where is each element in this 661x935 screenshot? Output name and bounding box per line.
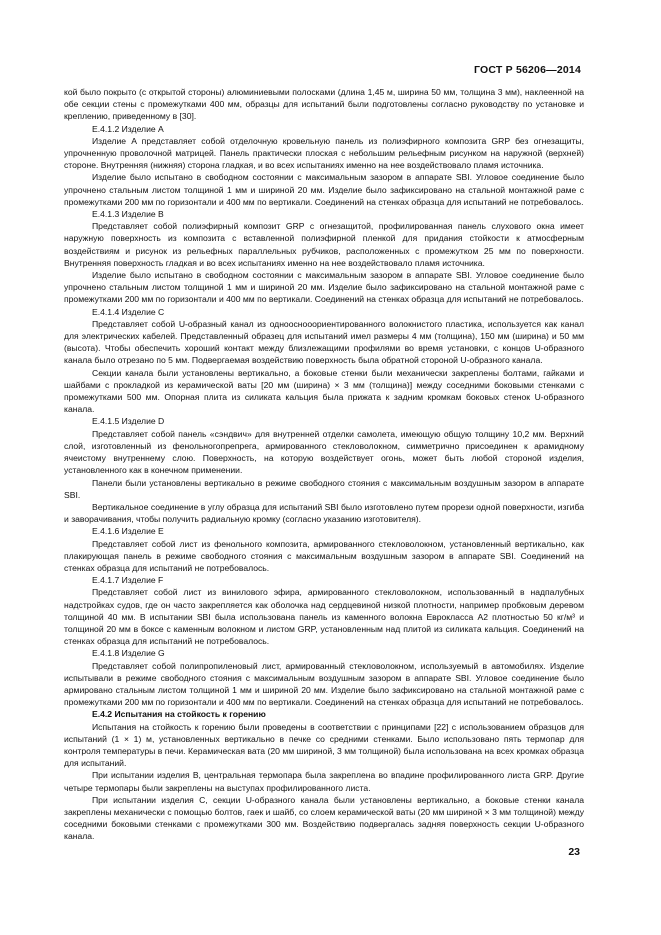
- paragraph: Представляет собой лист из винилового эфира, армированного стекловолокном, использованный в надпалубных надстройках судов, где он часто закрепляется как оболочка над сердцевиной низкой плотности, например пробковым деревом толщиной 40 мм. В испытании SBI была использована панель из каменного волокна Еврокласса A2 плотностью 50 кг/м³ и толщиной 20 мм в боксе с каменным волокном и листом GRP, установленным над плитой из силиката кальция. Соединений на стенках образца для испытаний не потребовалось.: [64, 587, 584, 647]
- document-body: [64, 86, 584, 843]
- page-number: 23: [568, 846, 580, 858]
- paragraph: кой было покрыто (с открытой стороны) алюминиевыми полосками (длина 1,45 м, ширина 50 мм, толщина 3 мм), наклеенной на обе секции стены с промежутками 400 мм, образцы для испытаний были подготовлены согласно руководству по установке и креплению, приведенному в [30].: [64, 87, 584, 122]
- paragraph: Изделие было испытано в свободном состоянии с максимальным зазором в аппарате SBI. Угловое соединение было упрочнено стальным листом толщиной 1 мм и шириной 20 мм. Изделие было зафиксировано на стальной монтажной раме с промежутками 200 мм по горизонтали и 400 мм по вертикали. Соединений на стенках образца для испытаний не потребовалось.: [64, 270, 584, 305]
- paragraph: Представляет собой U-образный канал из однооснооориентированного волокнистого пластика, используется как канал для электрических кабелей. Представленный образец для испытаний имел размеры 4 мм (толщина), 150 мм (ширина) и 50 мм (высота). Чтобы обеспечить хороший контакт между близлежащими профилями во время установки, с концов U-образного канала было отрезано по 5 мм. Подвергаемая воздействию поверхность была обратной стороной U-образного канала.: [64, 318, 584, 366]
- paragraph: Изделие A представляет собой отделочную кровельную панель из полиэфирного композита GRP без огнезащиты, упрочненную проволочной матрицей. Панель практически плоская с небольшим рельефным рисунком на наружной (верхней) стороне. Внутренняя (нижняя) сторона гладкая, и во всех испытаниях именно на нее воздействовало пламя источника.: [64, 135, 584, 171]
- paragraph: Представляет собой панель «сэндвич» для внутренней отделки самолета, имеющую общую толщину 10,2 мм. Верхний слой, изготовленный из фенольногопрепрега, армированного стекловолокном, симметрично присоединен к арамидному ячеистому внутреннему слою. Поверхность, на которую воздействует огонь, может быть любой стороной изделия, установленного как в конечном применении.: [64, 428, 584, 476]
- paragraph: При испытании изделия C, секции U-образного канала были установлены вертикально, а боковые стенки канала закреплены механически с помощью болтов, гаек и шайб, со слоем керамической ваты (20 мм шириной × 3 мм толщиной) между соседними боковыми стенками с промежутками 300 мм. Воздействию подвергалась задняя поверхность секции U-образного канала.: [64, 794, 584, 842]
- section-heading: E.4.2 Испытания на стойкость к горению: [92, 709, 266, 720]
- paragraph: E.4.1.2 Изделие A: [92, 123, 164, 134]
- paragraph: E.4.1.5 Изделие D: [92, 416, 165, 427]
- paragraph: Представляет собой лист из фенольного композита, армированного стекловолокном, установленный вертикально, как плакирующая панель в режиме свободного стояния с максимальным воздушным зазором в аппарате SBI. Соединений на стенках образца для испытаний не потребовалось.: [64, 538, 584, 573]
- paragraph: E.4.1.6 Изделие E: [92, 526, 164, 537]
- paragraph: При испытании изделия B, центральная термопара была закреплена во впадине профилированного листа GRP. Другие четыре термопары были закреплены на выступах профилированного листа.: [64, 770, 584, 793]
- paragraph: Панели были установлены вертикально в режиме свободного стояния с максимальным воздушным зазором в аппарате SBI.: [64, 477, 584, 500]
- paragraph: Представляет собой полиэфирный композит GRP с огнезащитой, профилированная панель слухового окна имеет наружную поверхность из композита с вставленной полиэфирной пленкой для придания стойкости к атмосферным воздействиям и рисунок из рельефных параллельных рубчиков, расположенных с промежутком 25 мм по поверхности. Внутренняя поверхность гладкая и во всех испытаниях именно на нее воздействовало пламя источника.: [64, 221, 584, 268]
- paragraph: Изделие было испытано в свободном состоянии с максимальным зазором в аппарате SBI. Угловое соединение было упрочнено стальным листом толщиной 1 мм и шириной 20 мм. Изделие было зафиксировано на стальной монтажной раме с промежутками 200 мм по горизонтали и 400 мм по вертикали. Соединений на стенках образца для испытаний не потребовалось.: [64, 172, 584, 207]
- paragraph: E.4.1.8 Изделие G: [92, 648, 165, 659]
- paragraph: E.4.1.7 Изделие F: [92, 575, 164, 586]
- paragraph: Представляет собой полипропиленовый лист, армированный стекловолокном, используемый в автомобилях. Изделие испытывали в режиме свободного стояния с максимальным воздушным зазором в аппарате SBI. Угловое соединение было армировано стальным листом толщиной 1 мм и шириной 20 мм. Изделие было зафиксировано на стальной монтажной раме с промежутками 200 мм по горизонтали и 400 мм по вертикали. Соединений на стенках образца для испытаний не потребовалось.: [64, 660, 584, 708]
- paragraph: Испытания на стойкость к горению были проведены в соответствии с принципами [22] с использованием образцов для испытаний (1 × 1) м, установленных вертикально в печке со средними стенками. Было использовано пять термопар для контроля температуры в печи. Керамическая вата (20 мм шириной, 3 мм толщиной) была использована на всех кромках образца для испытаний.: [64, 721, 584, 769]
- paragraph: E.4.1.4 Изделие C: [92, 306, 165, 317]
- paragraph: Секции канала были установлены вертикально, а боковые стенки были механически закреплены болтами, гайками и шайбами с прокладкой из керамической ваты [20 мм (ширина) × 3 мм (толщина)] между соседними боковыми стенками с промежутками 500 мм. Опорная плита из силиката кальция была прижата к задним кромкам боковых стенок U-образного канала.: [64, 367, 584, 415]
- paragraph: Вертикальное соединение в углу образца для испытаний SBI было изготовлено путем прорези одной поверхности, изгиба и заворачивания, чтобы получить радиальную кромку (согласно указанию изготовителя).: [64, 501, 584, 525]
- paragraph: E.4.1.3 Изделие B: [92, 209, 164, 220]
- document-header: ГОСТ Р 56206—2014: [473, 64, 581, 76]
